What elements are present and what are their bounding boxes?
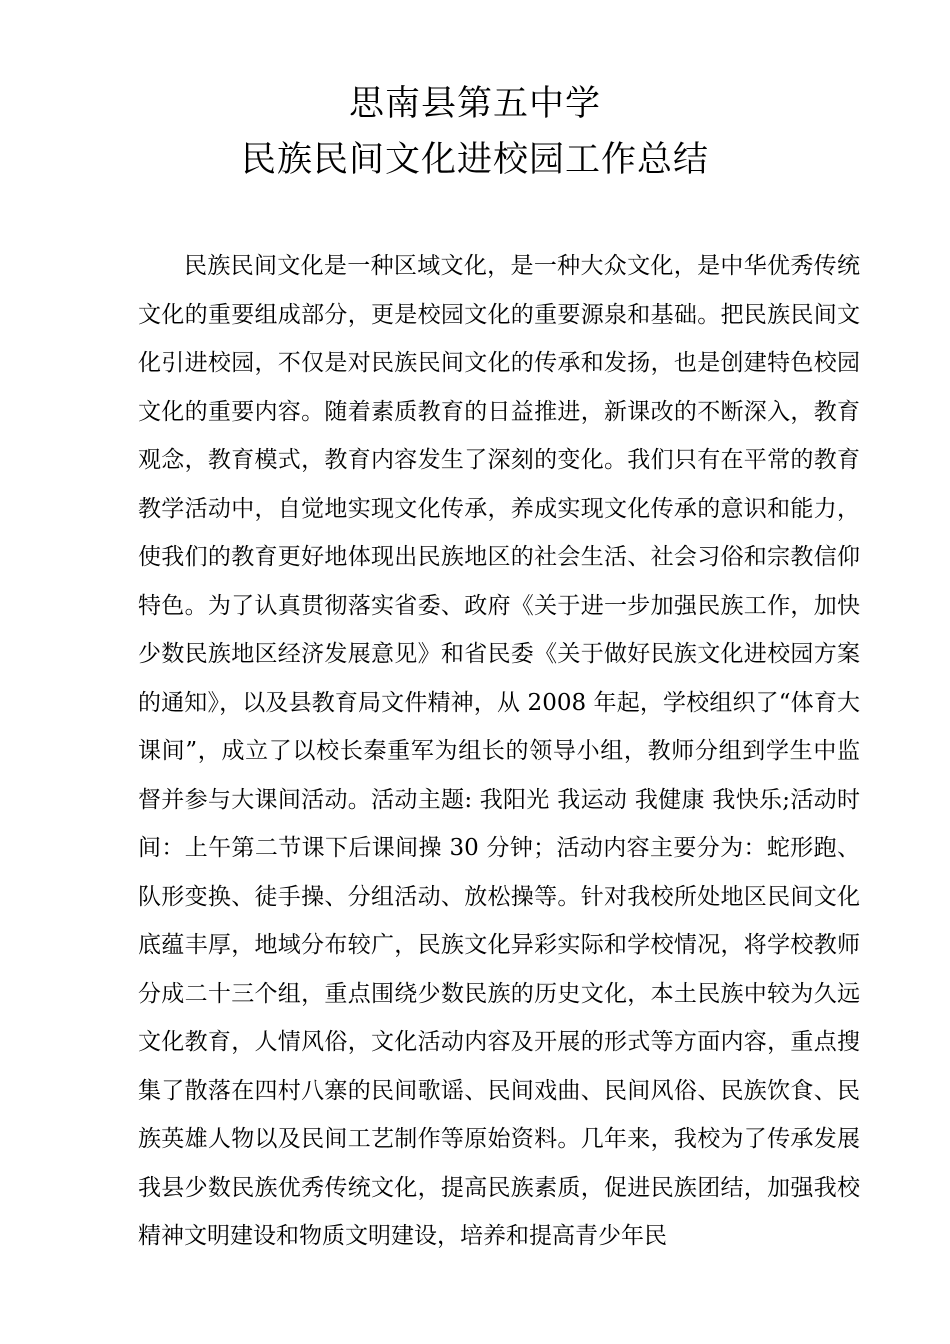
- document-title: [0, 76, 950, 188]
- body-paragraph: 民族民间文化是一种区域文化，是一种大众文化，是中华优秀传统文化的重要组成部分，更是校园文化的重要源泉和基础。把民族民间文化引进校园，不仅是对民族民间文化的传承和发扬，也是创建特色校园文化的重要内容。随着素质教育的日益推进，新课改的不断深入，教育观念，教育模式，教育内容发生了深刻的变化。我们只有在平常的教育教学活动中，自觉地实现文化传承，养成实现文化传承的意识和能力，使我们的教育更好地体现出民族地区的社会生活、社会习俗和宗教信仰特色。为了认真贯彻落实省委、政府《关于进一步加强民族工作，加快少数民族地区经济发展意见》和省民委《关于做好民族文化进校园方案的通知》，以及县教育局文件精神，从 2008 年起，学校组织了“体育大课间”，成立了以校长秦重军为组长的领导小组，教师分组到学生中监督并参与大课间活动。活动主题: 我阳光 我运动 我健康 我快乐;活动时间：上午第二节课下后课间操 30 分钟；活动内容主要分为：蛇形跑、队形变换、徒手操、分组活动、放松操等。针对我校所处地区民间文化底蕴丰厚，地域分布较广，民族文化异彩实际和学校情况，将学校教师分成二十三个组，重点围绕少数民族的历史文化，本土民族中较为久远文化教育，人情风俗，文化活动内容及开展的形式等方面内容，重点搜集了散落在四村八寨的民间歌谣、民间戏曲、民间风俗、民族饮食、民族英雄人物以及民间工艺制作等原始资料。几年来，我校为了传承发展我县少数民族优秀传统文化，提高民族素质，促进民族团结，加强我校精神文明建设和物质文明建设，培养和提高青少年民: [138, 253, 860, 1249]
- title-report-name: 民族民间文化进校园工作总结: [240, 140, 709, 180]
- title-school-name: 思南县第五中学: [348, 84, 601, 124]
